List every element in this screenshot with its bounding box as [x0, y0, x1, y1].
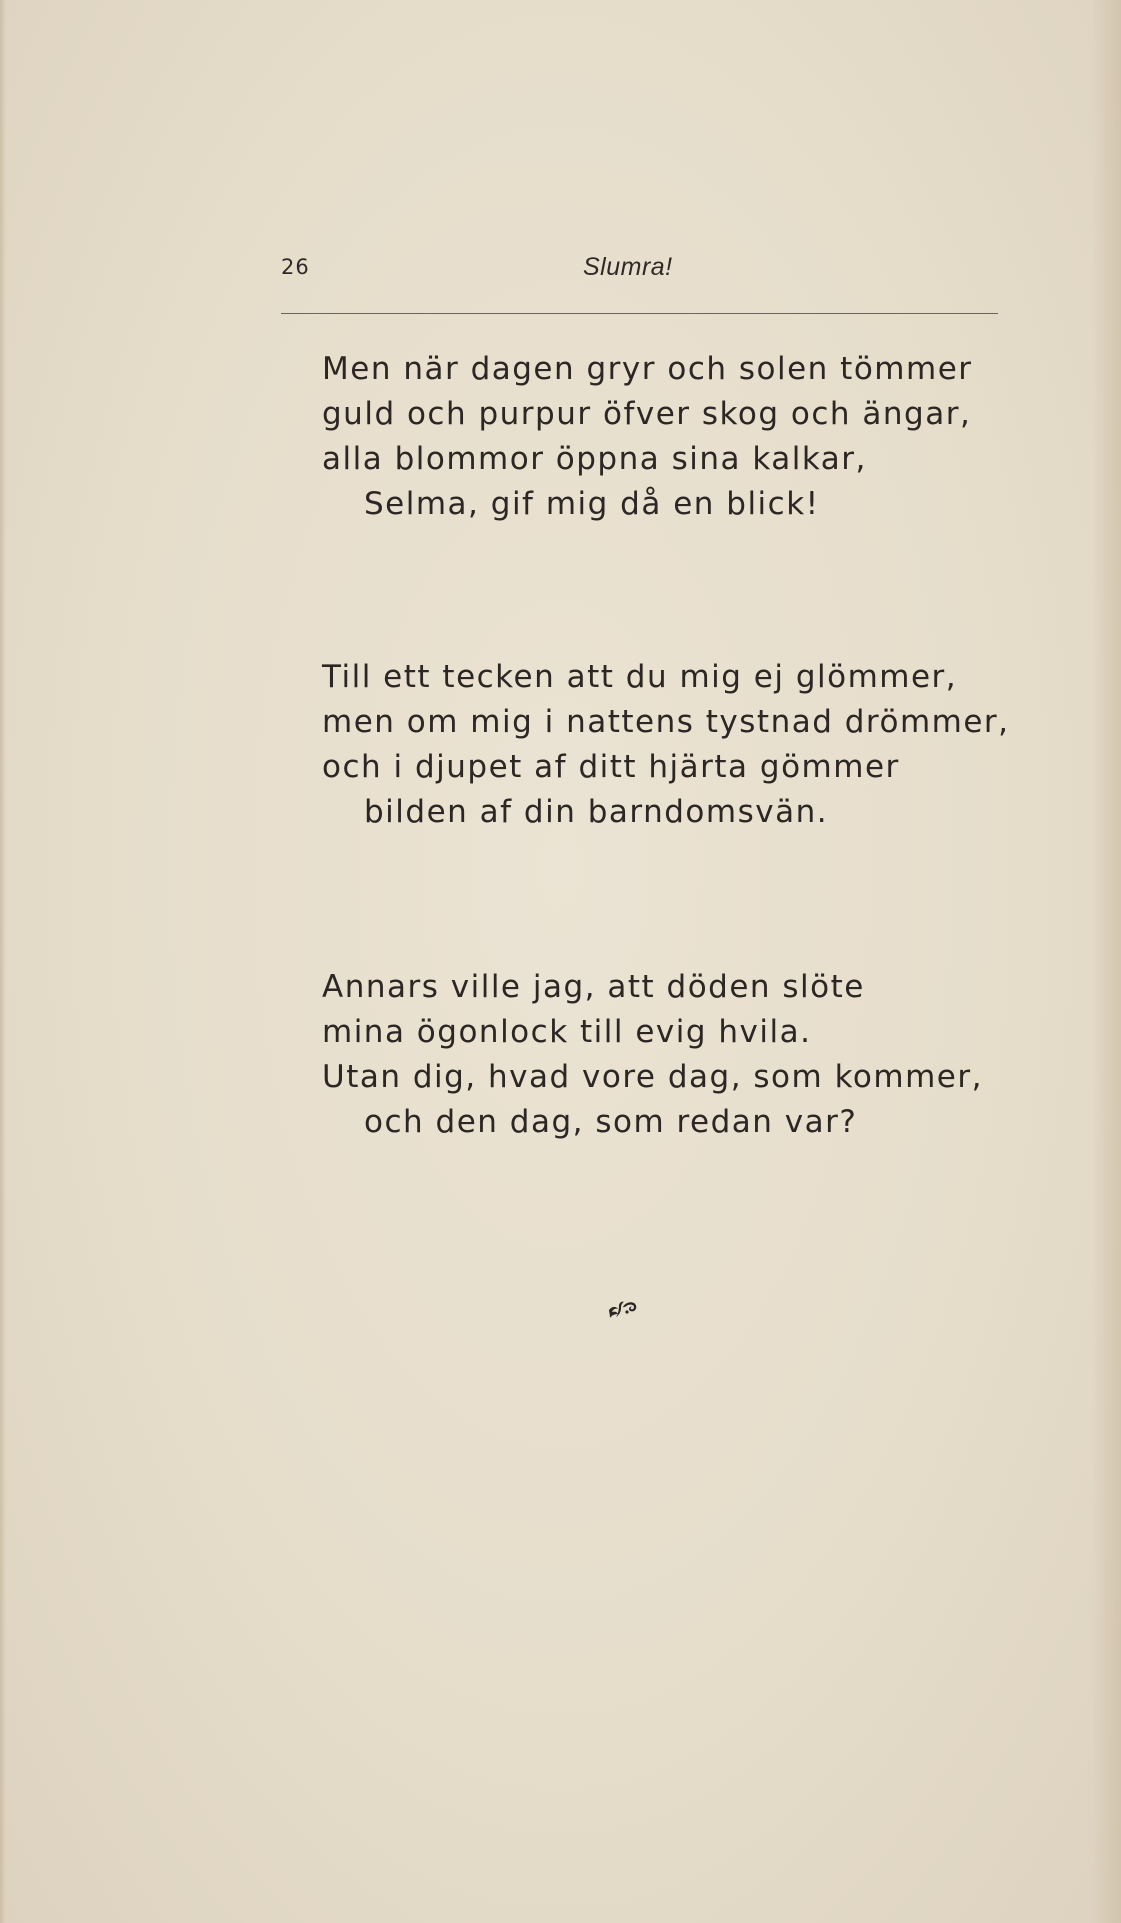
verse-line: bilden af din barndomsvän. [364, 794, 829, 830]
verse-line: mina ögonlock till evig hvila. [322, 1014, 812, 1050]
verse-line: men om mig i nattens tystnad drömmer, [322, 704, 1010, 740]
verse-line: guld och purpur öfver skog och ängar, [322, 396, 972, 432]
stanza-2 [322, 655, 1010, 835]
verse-line: alla blommor öppna sina kalkar, [322, 441, 867, 477]
verse-line: och i djupet af ditt hjärta gömmer [322, 749, 900, 785]
verse-line: Annars ville jag, att döden slöte [322, 969, 865, 1005]
stanza-3 [322, 965, 983, 1145]
page-edge-left [0, 0, 6, 1923]
running-title: Slumra! [583, 253, 673, 281]
verse-line: Men när dagen gryr och solen tömmer [322, 351, 973, 387]
verse-line: Utan dig, hvad vore dag, som kommer, [322, 1059, 983, 1095]
page-edge-right [1091, 0, 1121, 1923]
page-number: 26 [281, 255, 310, 279]
fleuron-icon [607, 1297, 639, 1321]
stanza-1 [322, 347, 973, 527]
verse-line: Selma, gif mig då en blick! [364, 486, 820, 522]
header-rule [281, 313, 998, 314]
verse-line: och den dag, som redan var? [364, 1104, 858, 1140]
verse-line: Till ett tecken att du mig ej glömmer, [322, 659, 958, 695]
